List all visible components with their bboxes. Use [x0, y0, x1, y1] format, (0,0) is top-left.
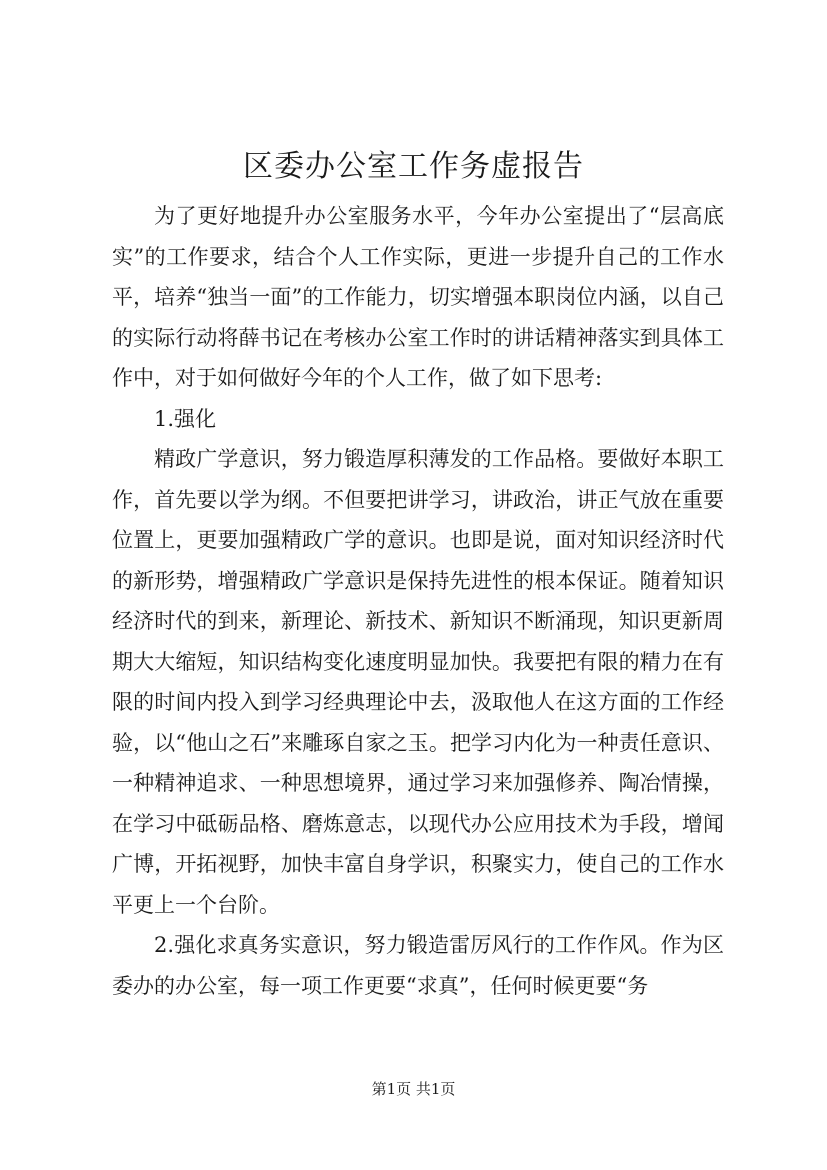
document-title: 区委办公室工作务虚报告 — [243, 149, 584, 184]
paragraph-learning: 精政广学意识，努力锻造厚积薄发的工作品格。要做好本职工作，首先要以学为纲。不但要把讲学习，讲政治，讲正气放在重要位置上，更要加强精政广学的意识。也即是说，面对知识经济时代的新形势，增强精政广学意识是保持先进性的根本保证。随着知识经济时代的到来，新理论、新技术、新知识不断涌现，知识更新周期大大缩短，知识结构变化速度明显加快。我要把有限的精力在有限的时间内投入到学习经典理论中去，汲取他人在这方面的工作经验，以“他山之石”来雕琢自家之玉。把学习内化为一种责任意识、一种精神追求、一种思想境界，通过学习来加强修养、陶冶情操，在学习中砥砺品格、磨炼意志，以现代办公应用技术为手段，增闻广博，开拓视野，加快丰富自身学识，积聚实力，使自己的工作水平更上一个台阶。 — [112, 447, 724, 917]
paragraph-heading-2: 2.强化求真务实意识，努力锻造雷厉风行的工作作风。作为区委办的办公室，每一项工作更要“求真”，任何时候更要“务 — [112, 933, 724, 998]
paragraph-intro: 为了更好地提升办公室服务水平，今年办公室提出了“层高底实”的工作要求，结合个人工作实际，更进一步提升自己的工作水平，培养“独当一面”的工作能力，切实增强本职岗位内涵，以自己的实际行动将薛书记在考核办公室工作时的讲话精神落实到具体工作中，对于如何做好今年的个人工作，做了如下思考: — [112, 204, 724, 390]
page-footer: 第1页 共1页 — [371, 1080, 456, 1098]
document-body — [112, 196, 724, 1006]
paragraph-heading-1: 1.强化 — [154, 406, 217, 431]
